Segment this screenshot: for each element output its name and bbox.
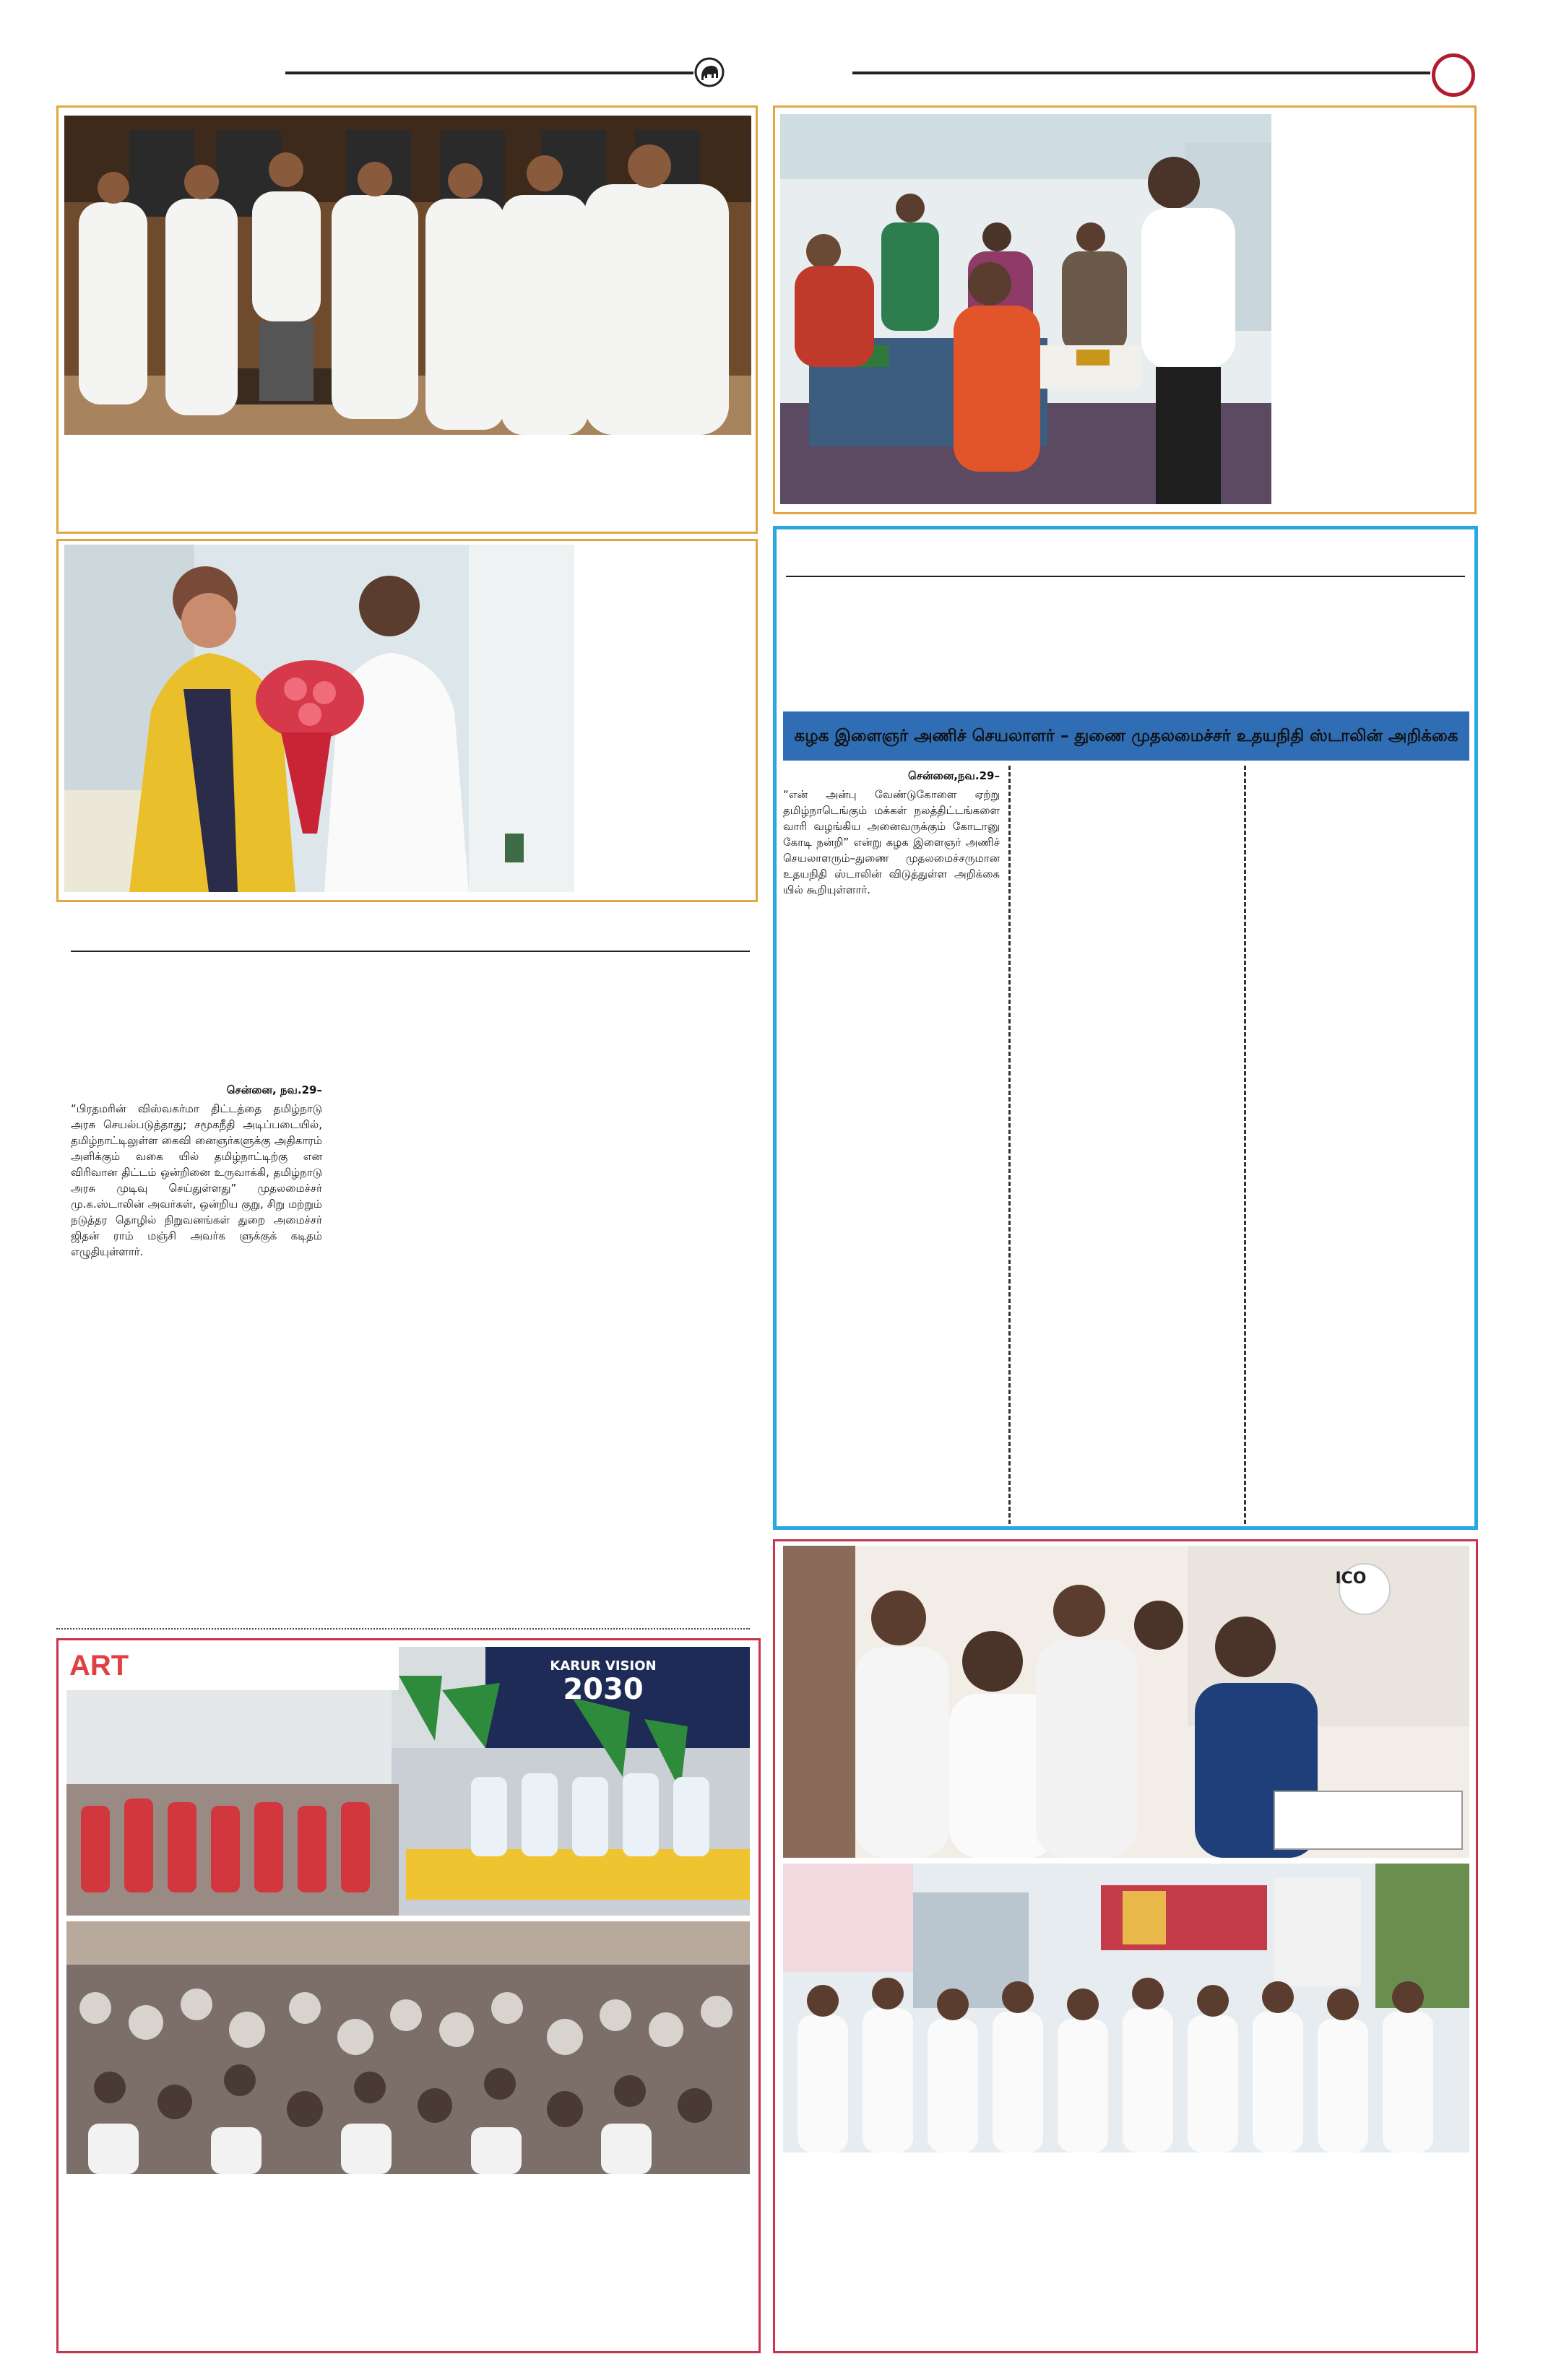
marathon-crowd-photo bbox=[66, 1921, 750, 2174]
feature-headline: கழக இளைஞர் அணிச் செயலாளர் – துணை முதலமைச்சர் உதயநிதி ஸ்டாலின் அறிக்கை bbox=[794, 727, 1458, 745]
article-left-top-rule bbox=[71, 951, 750, 952]
group-photo-cm bbox=[64, 116, 751, 435]
event-badge bbox=[1322, 1553, 1380, 1604]
feature-column-divider-2 bbox=[1244, 766, 1246, 1524]
feature-body: “என் அன்பு வேண்டுகோளை ஏற்று தமிழ்நாடெங்கும் மக்கள் நலத்திட்டங்களை வாரி வழங்கிய அனைவருக்கும் கோடானு கோடி நன்றி” என்று கழக இளைஞர் அணிச் செயலாளரும்–துணை முதலமைச்சருமான உதயநிதி ஸ்டாலின் விடுத்துள்ள அறிக்கை யில் கூறியுள்ளார். bbox=[783, 788, 1000, 896]
party-event-photo bbox=[783, 1864, 1469, 2152]
feature-frame bbox=[773, 526, 1478, 1530]
welfare-distribution-photo bbox=[780, 114, 1271, 504]
feature-top-rule bbox=[786, 576, 1465, 577]
section-divider-dotted bbox=[56, 1628, 750, 1630]
elephant-icon bbox=[693, 56, 725, 88]
feature-column-divider-1 bbox=[1008, 766, 1011, 1524]
karur-vision-banner bbox=[549, 1658, 657, 1705]
feature-headline-band bbox=[783, 711, 1469, 761]
masthead-left-rule bbox=[285, 72, 693, 74]
page-number-badge bbox=[1432, 53, 1475, 97]
marathon-banner-text: ART bbox=[69, 1650, 129, 1682]
masthead-right-rule bbox=[852, 72, 1430, 74]
karur-vision-text: KARUR VISION bbox=[550, 1658, 657, 1674]
article-left-body: “பிரதமரின் விஸ்வகர்மா திட்டத்தை தமிழ்நாடு அரசு செயல்படுத்தாது; சமூகநீதி அடிப்படையில், தமிழ்நாட்டிலுள்ள கைவி னைஞர்களுக்கு அதிகாரம் அளிக்கும் வகை யில் தமிழ்நாட்டிற்கு என விரிவான திட்டம் ஒன்றினை உருவாக்கி, தமிழ்நாடு அரசு முடிவு செய்துள்ளது” முதலமைச்சர் மு.க.ஸ்டாலின் அவர்கள், ஒன்றிய குறு, சிறு மற்றும் நடுத்தர தொழில் நிறுவனங்கள் துறை அமைச்சர் ஜிதன் ராம் மஞ்சி அவர்க ளுக்குக் கடிதம் எழுதியுள்ளார். bbox=[71, 1102, 322, 1258]
bouquet-greeting-photo bbox=[64, 545, 574, 892]
feature-dateline: சென்னை,நவ.29– bbox=[907, 769, 1000, 782]
karur-vision-year: 2030 bbox=[563, 1673, 644, 1706]
event-badge-text: ICO bbox=[1335, 1569, 1367, 1588]
article-left-dateline: சென்னை, நவ.29– bbox=[226, 1083, 322, 1096]
